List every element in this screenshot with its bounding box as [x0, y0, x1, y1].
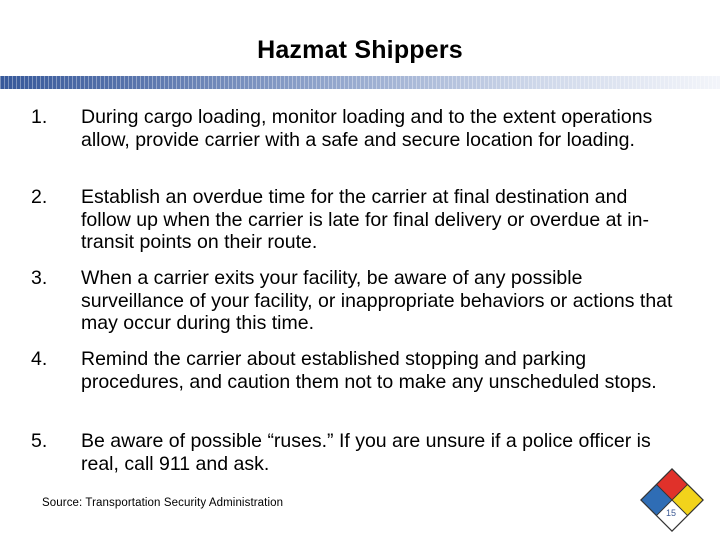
list-item-number: 4.	[31, 348, 48, 370]
list-item-text: Be aware of possible “ruses.” If you are unsure if a police officer is real, call 911 and ask.	[81, 430, 651, 475]
list-item-text: Establish an overdue time for the carrier at final destination and follow up when the carrier is late for final delivery or overdue at in-transit points on their route.	[81, 186, 649, 253]
slide-title: Hazmat Shippers	[257, 36, 463, 64]
list-item-number: 5.	[31, 430, 48, 452]
list-item-number: 2.	[31, 186, 48, 208]
list-item-number: 1.	[31, 106, 48, 128]
list-item-number: 3.	[31, 267, 48, 289]
source-citation: Source: Transportation Security Administration	[42, 497, 284, 509]
nfpa-fire-diamond-icon	[638, 466, 706, 534]
page-number: 15	[665, 508, 676, 518]
title-divider	[0, 76, 720, 89]
list-item-text: Remind the carrier about established stopping and parking procedures, and caution them not to make any unscheduled stops.	[81, 348, 657, 393]
list-item-text: During cargo loading, monitor loading and to the extent operations allow, provide carrier with a safe and secure location for loading.	[81, 106, 653, 151]
list-item-text: When a carrier exits your facility, be aware of any possible surveillance of your facility, or inappropriate behaviors or actions that may occur during this time.	[81, 267, 673, 334]
